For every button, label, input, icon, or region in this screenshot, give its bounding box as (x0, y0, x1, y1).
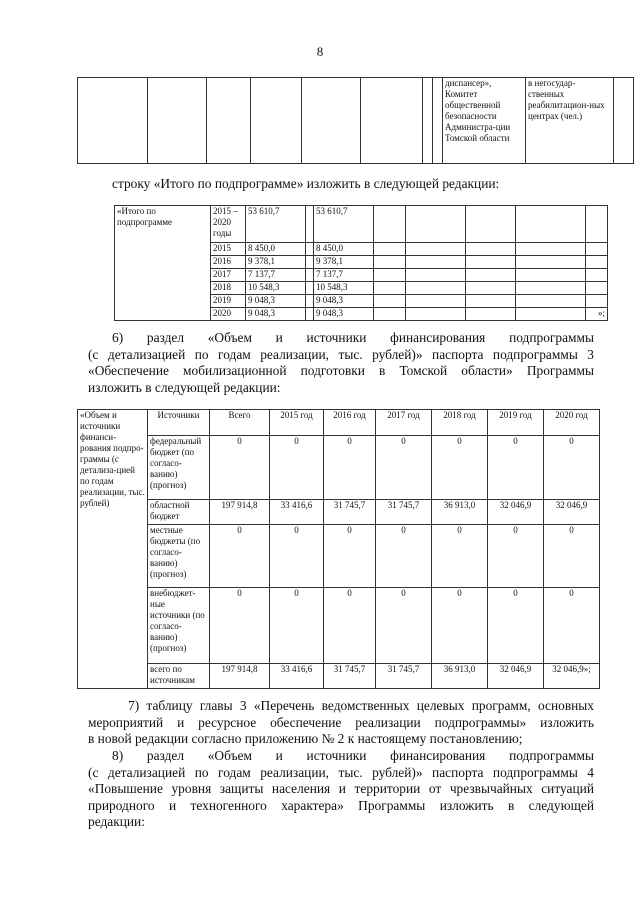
source-local: местные бюджеты (по согласо-ванию) (прогноз) (148, 525, 210, 588)
funding-value: 0 (270, 525, 324, 588)
funding-value: 32 046,9»; (544, 664, 600, 689)
funding-value: 32 046,9 (488, 664, 544, 689)
funding-value: 32 046,9 (488, 500, 544, 525)
total-end (586, 256, 608, 269)
page-number: 8 (316, 44, 324, 59)
funding-value: 0 (324, 436, 376, 500)
funding-value: 33 416,6 (270, 664, 324, 689)
funding-value: 31 745,7 (376, 664, 432, 689)
funding-value: 31 745,7 (324, 500, 376, 525)
t1-cell (302, 78, 361, 164)
funding-value: 31 745,7 (324, 664, 376, 689)
funding-value: 32 046,9 (544, 500, 600, 525)
total-period: 2015 – 2020 годы (211, 206, 246, 243)
source-extrabudgetary: внебюджет-ные источники (по согласо-ванию) (прогноз) (148, 588, 210, 664)
total-end (586, 295, 608, 308)
funding-value: 0 (432, 436, 488, 500)
total-regional: 53 610,7 (314, 206, 374, 243)
funding-value: 0 (488, 525, 544, 588)
t1-executor-cell: диспансер», Комитет общественной безопасности Администра-ции Томской области (443, 78, 526, 164)
funding-value: 36 913,0 (432, 664, 488, 689)
t1-cell (251, 78, 302, 164)
total-regional: 7 137,7 (314, 269, 374, 282)
total-regional: 9 048,3 (314, 295, 374, 308)
total-table (114, 205, 608, 321)
header-year: 2020 год (544, 410, 600, 436)
funding-value: 197 914,8 (210, 500, 270, 525)
funding-value: 0 (210, 588, 270, 664)
funding-value: 197 914,8 (210, 664, 270, 689)
total-value: 7 137,7 (246, 269, 306, 282)
t1-cell (148, 78, 207, 164)
total-regional: 10 548,3 (314, 282, 374, 295)
header-year: 2017 год (376, 410, 432, 436)
total-regional: 8 450,0 (314, 243, 374, 256)
total-period: 2020 (211, 308, 246, 321)
funding-value: 0 (210, 525, 270, 588)
header-year: 2015 год (270, 410, 324, 436)
total-end: »; (586, 308, 608, 321)
total-end (586, 282, 608, 295)
total-label: «Итого по подпрограмме (115, 206, 211, 321)
paragraph-6: 6) раздел «Объем и источники финансирования подпрограммы (с детализацией по годам реализации, тыс. рублей)» паспорта подпрограммы 3 «Обеспечение мобилизационной подготовки в Томской области» Программы изложить в следующей редакции: (88, 330, 594, 395)
funding-value: 0 (544, 588, 600, 664)
funding-value: 0 (432, 588, 488, 664)
total-value: 8 450,0 (246, 243, 306, 256)
paragraph-8: 8) раздел «Объем и источники финансирования подпрограммы (с детализацией по годам реализации, тыс. рублей)» паспорта подпрограммы 4 «Повышение уровня защиты населения и территории от чрезвычайных ситуаций природного и техногенного характера» Программы изложить в следующей редакции: (88, 748, 594, 829)
total-end (586, 269, 608, 282)
t1-cell (78, 78, 148, 164)
header-sources: Источники (148, 410, 210, 436)
total-end (586, 206, 608, 243)
funding-value: 31 745,7 (376, 500, 432, 525)
funding-table (77, 409, 600, 689)
total-value: 53 610,7 (246, 206, 306, 243)
funding-value: 0 (488, 588, 544, 664)
total-value: 9 048,3 (246, 295, 306, 308)
funding-value: 0 (432, 525, 488, 588)
total-value: 10 548,3 (246, 282, 306, 295)
funding-value: 0 (488, 436, 544, 500)
t1-cell (423, 78, 433, 164)
header-year: 2018 год (432, 410, 488, 436)
total-period: 2017 (211, 269, 246, 282)
t1-cell (207, 78, 251, 164)
header-year: 2019 год (488, 410, 544, 436)
intro-total-text: строку «Итого по подпрограмме» изложить в следующей редакции: (112, 176, 500, 191)
t1-cell (433, 78, 443, 164)
funding-side-label: «Объем и источники финанси-рования подпро-граммы (с детализа-цией по годам реализации, тыс. рублей) (78, 410, 148, 689)
funding-value: 0 (376, 588, 432, 664)
funding-value: 0 (324, 588, 376, 664)
funding-value: 36 913,0 (432, 500, 488, 525)
total-regional: 9 378,1 (314, 256, 374, 269)
funding-value: 0 (210, 436, 270, 500)
source-federal: федеральный бюджет (по согласо-ванию) (прогноз) (148, 436, 210, 500)
funding-value: 0 (324, 525, 376, 588)
t1-indicator-cell: в негосудар-ственных реабилитацион-ных центрах (чел.) (526, 78, 614, 164)
funding-value: 0 (270, 588, 324, 664)
total-period: 2019 (211, 295, 246, 308)
total-period: 2015 (211, 243, 246, 256)
t1-cell (614, 78, 634, 164)
funding-value: 33 416,6 (270, 500, 324, 525)
funding-value: 0 (544, 436, 600, 500)
funding-value: 0 (270, 436, 324, 500)
source-regional: областной бюджет (148, 500, 210, 525)
header-total: Всего (210, 410, 270, 436)
total-period: 2018 (211, 282, 246, 295)
total-regional: 9 048,3 (314, 308, 374, 321)
total-value: 9 378,1 (246, 256, 306, 269)
total-period: 2016 (211, 256, 246, 269)
top-table (77, 77, 634, 164)
source-all: всего по источникам (148, 664, 210, 689)
paragraph-7: 7) таблицу главы 3 «Перечень ведомственных целевых программ, основных мероприятий и ресурсное обеспечение реализации подпрограммы» изложить в новой редакции согласно приложению № 2 к настоящему постановлению; (88, 698, 594, 746)
t1-cell (361, 78, 423, 164)
funding-value: 0 (376, 525, 432, 588)
funding-value: 0 (544, 525, 600, 588)
header-year: 2016 год (324, 410, 376, 436)
funding-value: 0 (376, 436, 432, 500)
total-end (586, 243, 608, 256)
total-value: 9 048,3 (246, 308, 306, 321)
